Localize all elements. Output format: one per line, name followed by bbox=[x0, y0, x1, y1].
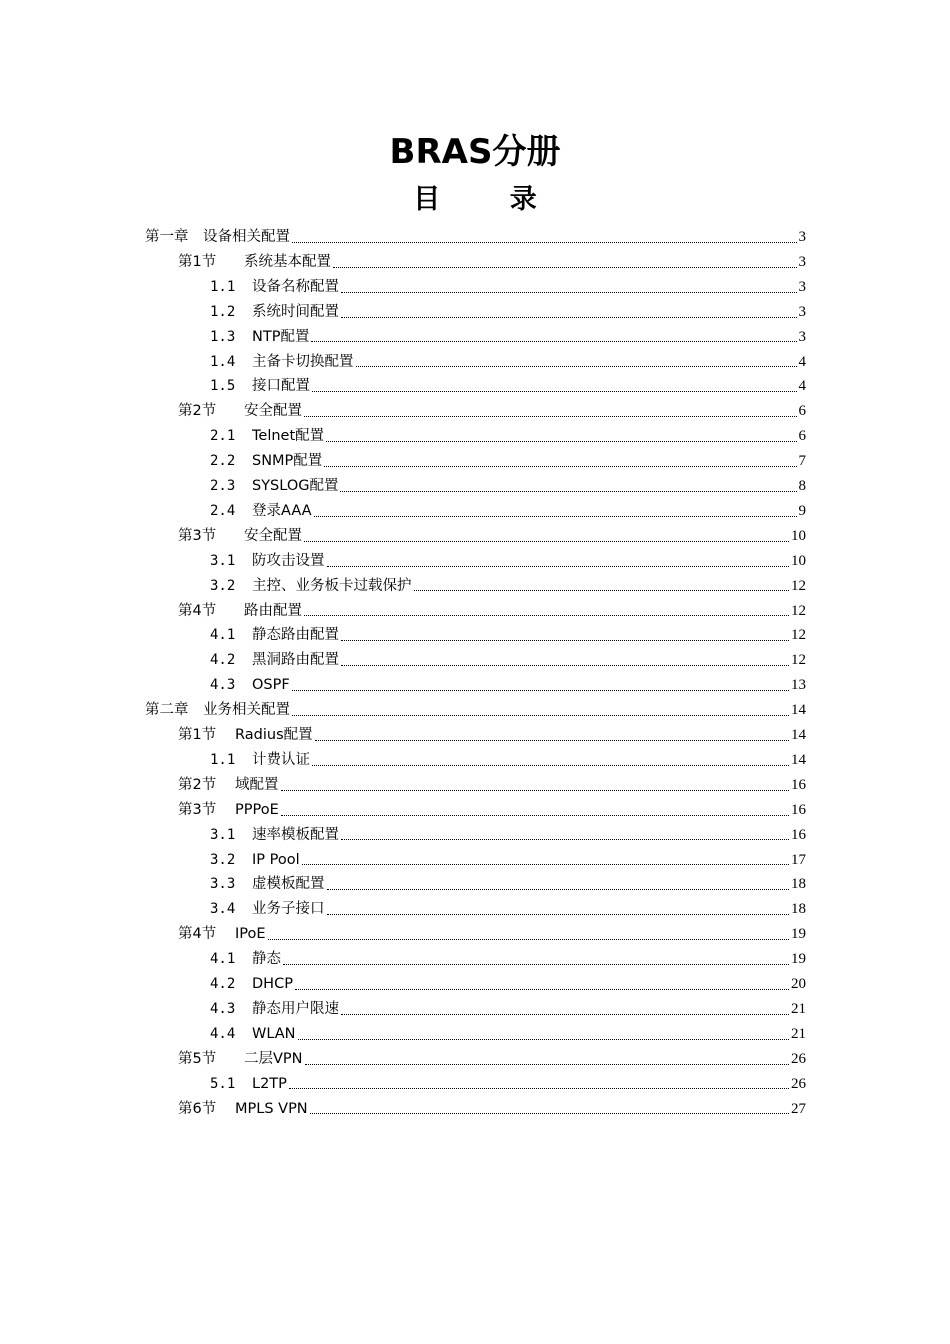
toc-entry-number: 1.4 bbox=[210, 353, 236, 370]
toc-entry-title: NTP配置 bbox=[252, 328, 310, 345]
toc-entry-page: 21 bbox=[791, 1025, 806, 1042]
toc-entry[interactable] bbox=[178, 1047, 806, 1072]
toc-entry[interactable] bbox=[178, 599, 806, 624]
toc-entry-number: 第1节 bbox=[178, 253, 217, 270]
toc-entry-page: 4 bbox=[798, 353, 806, 370]
toc-entry-number: 4.2 bbox=[210, 652, 236, 669]
toc-entry[interactable] bbox=[210, 848, 806, 873]
toc-entry-number: 2.4 bbox=[210, 502, 236, 519]
toc-entry-page: 19 bbox=[791, 926, 806, 943]
toc-entry-title: 计费认证 bbox=[252, 751, 310, 768]
toc-dot-leader bbox=[283, 947, 789, 972]
toc-entry[interactable] bbox=[210, 648, 806, 673]
toc-entry-page: 6 bbox=[798, 403, 806, 420]
toc-entry-number: 2.2 bbox=[210, 453, 236, 470]
toc-entry-title: 主控、业务板卡过载保护 bbox=[252, 577, 412, 594]
toc-entry[interactable] bbox=[178, 773, 806, 798]
toc-dot-leader bbox=[289, 1072, 789, 1097]
toc-dot-leader bbox=[281, 798, 789, 823]
toc-entry-number: 1.5 bbox=[210, 378, 236, 395]
toc-entry[interactable] bbox=[178, 399, 806, 424]
toc-entry-number: 4.3 bbox=[210, 677, 236, 694]
toc-entry-number: 第6节 bbox=[178, 1100, 217, 1117]
toc-entry-number: 3.2 bbox=[210, 577, 236, 594]
toc-dot-leader bbox=[304, 524, 789, 549]
toc-entry-title: 安全配置 bbox=[244, 527, 302, 544]
toc-entry-page: 4 bbox=[798, 378, 806, 395]
toc-entry-title: IP Pool bbox=[252, 851, 300, 868]
toc-dot-leader bbox=[304, 599, 789, 624]
toc-entry-number: 第5节 bbox=[178, 1050, 217, 1067]
toc-dot-leader bbox=[312, 374, 797, 399]
toc-dot-leader bbox=[304, 399, 797, 424]
toc-entry[interactable] bbox=[210, 823, 806, 848]
toc-entry[interactable] bbox=[210, 474, 806, 499]
toc-entry-number: 4.1 bbox=[210, 627, 236, 644]
toc-entry-title: 防攻击设置 bbox=[252, 552, 325, 569]
toc-entry-title: SNMP配置 bbox=[252, 453, 323, 470]
toc-entry-title: 安全配置 bbox=[244, 403, 302, 420]
toc-entry-number: 3.3 bbox=[210, 876, 236, 893]
toc-entry-page: 18 bbox=[791, 901, 806, 918]
toc-entry-page: 27 bbox=[791, 1100, 806, 1117]
toc-entry-title: 主备卡切换配置 bbox=[252, 353, 354, 370]
toc-entry-number: 1.1 bbox=[210, 278, 236, 295]
toc-entry-page: 3 bbox=[798, 303, 806, 320]
toc-entry-title: 虚模板配置 bbox=[252, 876, 325, 893]
toc-entry[interactable] bbox=[210, 997, 806, 1022]
toc-entry[interactable] bbox=[210, 350, 806, 375]
toc-entry-number: 2.1 bbox=[210, 428, 236, 445]
toc-entry-number: 第2节 bbox=[178, 776, 217, 793]
toc-entry[interactable] bbox=[210, 300, 806, 325]
toc-entry[interactable] bbox=[210, 1022, 806, 1047]
toc-entry-page: 12 bbox=[791, 577, 806, 594]
toc-entry[interactable] bbox=[145, 698, 806, 723]
toc-entry-page: 19 bbox=[791, 951, 806, 968]
toc-dot-leader bbox=[312, 748, 789, 773]
toc-entry-title: 系统基本配置 bbox=[244, 253, 331, 270]
toc-dot-leader bbox=[292, 225, 797, 250]
toc-entry-number: 第4节 bbox=[178, 602, 217, 619]
toc-entry-number: 2.3 bbox=[210, 478, 236, 494]
toc-entry[interactable] bbox=[210, 374, 806, 399]
toc-dot-leader bbox=[341, 300, 797, 325]
toc-dot-leader bbox=[314, 499, 797, 524]
toc-entry-page: 26 bbox=[791, 1050, 806, 1067]
toc-dot-leader bbox=[268, 922, 789, 947]
toc-entry[interactable] bbox=[145, 225, 806, 250]
toc-entry-number: 3.1 bbox=[210, 552, 236, 569]
toc-entry-title: 业务相关配置 bbox=[203, 702, 290, 719]
toc-entry-title: IPoE bbox=[235, 926, 266, 943]
toc-entry-title: SYSLOG配置 bbox=[252, 478, 339, 494]
toc-entry-number: 4.1 bbox=[210, 951, 236, 968]
toc-entry[interactable] bbox=[210, 574, 806, 599]
document-title: BRAS分册 bbox=[389, 132, 561, 172]
toc-entry-page: 9 bbox=[798, 502, 806, 519]
toc-dot-leader bbox=[414, 574, 790, 599]
toc-entry-page: 18 bbox=[791, 876, 806, 893]
toc-entry[interactable] bbox=[210, 424, 806, 449]
toc-entry-page: 12 bbox=[791, 602, 806, 619]
toc-entry-number: 4.2 bbox=[210, 976, 236, 992]
toc-entry-number: 1.3 bbox=[210, 328, 236, 345]
toc-entry[interactable] bbox=[210, 897, 806, 922]
toc-entry-title: 域配置 bbox=[235, 776, 279, 793]
toc-dot-leader bbox=[311, 325, 796, 350]
toc-entry[interactable] bbox=[210, 449, 806, 474]
toc-dot-leader bbox=[327, 549, 790, 574]
toc-entry-page: 7 bbox=[798, 453, 806, 470]
toc-entry-page: 14 bbox=[791, 751, 806, 768]
toc-dot-leader bbox=[327, 897, 790, 922]
toc-entry-number: 3.4 bbox=[210, 901, 236, 918]
toc-entry[interactable] bbox=[210, 549, 806, 574]
toc-dot-leader bbox=[324, 449, 796, 474]
toc-entry-title: 静态路由配置 bbox=[252, 627, 339, 644]
toc-dot-leader bbox=[341, 623, 789, 648]
toc-dot-leader bbox=[333, 250, 797, 275]
toc-entry[interactable] bbox=[210, 275, 806, 300]
toc-entry-page: 17 bbox=[791, 851, 806, 868]
toc-dot-leader bbox=[326, 424, 796, 449]
toc-entry-page: 16 bbox=[791, 776, 806, 793]
toc-entry[interactable] bbox=[210, 325, 806, 350]
toc-entry-page: 21 bbox=[791, 1000, 806, 1017]
toc-dot-leader bbox=[340, 474, 796, 499]
toc-entry[interactable] bbox=[210, 499, 806, 524]
toc-entry[interactable] bbox=[210, 972, 806, 997]
toc-entry-title: Radius配置 bbox=[235, 727, 313, 743]
toc-entry-title: MPLS VPN bbox=[235, 1100, 308, 1117]
toc-dot-leader bbox=[305, 1047, 789, 1072]
toc-dot-leader bbox=[341, 823, 789, 848]
toc-entry-page: 6 bbox=[798, 428, 806, 445]
toc-entry-page: 3 bbox=[798, 253, 806, 270]
toc-entry-title: 黑洞路由配置 bbox=[252, 652, 339, 669]
toc-entry-page: 16 bbox=[791, 826, 806, 843]
toc-dot-leader bbox=[295, 972, 789, 997]
toc-entry-title: 设备名称配置 bbox=[252, 278, 339, 295]
toc-entry-page: 14 bbox=[791, 727, 806, 743]
toc-dot-leader bbox=[327, 872, 790, 897]
toc-entry-page: 10 bbox=[791, 552, 806, 569]
toc-entry-title: Telnet配置 bbox=[252, 428, 325, 445]
toc-entry-page: 3 bbox=[798, 229, 806, 245]
toc-entry-page: 16 bbox=[791, 801, 806, 818]
toc-entry[interactable] bbox=[210, 623, 806, 648]
toc-dot-leader bbox=[341, 275, 797, 300]
toc-dot-leader bbox=[281, 773, 790, 798]
toc-entry-title: 登录AAA bbox=[252, 502, 312, 519]
toc-dot-leader bbox=[341, 997, 789, 1022]
toc-entry[interactable] bbox=[210, 872, 806, 897]
toc-entry[interactable] bbox=[178, 723, 806, 748]
toc-entry-title: 业务子接口 bbox=[252, 901, 325, 918]
toc-entry-title: 速率模板配置 bbox=[252, 826, 339, 843]
toc-entry-title: 接口配置 bbox=[252, 378, 310, 395]
toc-entry-title: 二层VPN bbox=[244, 1050, 303, 1067]
toc-entry-number: 第2节 bbox=[178, 403, 217, 420]
toc-entry-title: 设备相关配置 bbox=[203, 229, 290, 245]
toc-entry-title: 静态用户限速 bbox=[252, 1000, 339, 1017]
toc-entry-title: WLAN bbox=[252, 1025, 296, 1042]
toc-entry[interactable] bbox=[178, 1097, 806, 1122]
toc-entry-number: 5.1 bbox=[210, 1075, 236, 1092]
toc-dot-leader bbox=[302, 848, 789, 873]
toc-entry-title: OSPF bbox=[252, 677, 290, 694]
toc-entry-page: 8 bbox=[798, 478, 806, 494]
toc-dot-leader bbox=[315, 723, 789, 748]
toc-entry-number: 4.3 bbox=[210, 1000, 236, 1017]
toc-dot-leader bbox=[356, 350, 797, 375]
toc-entry-number: 第4节 bbox=[178, 926, 217, 943]
toc-entry-number: 第一章 bbox=[145, 229, 189, 245]
toc-entry-number: 1.1 bbox=[210, 751, 236, 768]
toc-entry-page: 20 bbox=[791, 976, 806, 992]
toc-entry-page: 14 bbox=[791, 702, 806, 719]
toc-entry-number: 4.4 bbox=[210, 1025, 236, 1042]
toc-dot-leader bbox=[310, 1097, 789, 1122]
toc-heading: 目 录 bbox=[413, 184, 567, 215]
toc-dot-leader bbox=[292, 673, 789, 698]
toc-entry-number: 第3节 bbox=[178, 801, 217, 818]
toc-dot-leader bbox=[292, 698, 789, 723]
toc-entry-page: 10 bbox=[791, 527, 806, 544]
toc-entry[interactable] bbox=[178, 524, 806, 549]
toc-entry[interactable] bbox=[210, 673, 806, 698]
toc-entry-title: 系统时间配置 bbox=[252, 303, 339, 320]
toc-entry-title: 路由配置 bbox=[244, 602, 302, 619]
toc-entry-title: 静态 bbox=[252, 951, 281, 968]
toc-entry-number: 3.1 bbox=[210, 826, 236, 843]
toc-dot-leader bbox=[298, 1022, 789, 1047]
toc-entry-page: 26 bbox=[791, 1075, 806, 1092]
toc-entry-page: 13 bbox=[791, 677, 806, 694]
toc-entry-page: 12 bbox=[791, 627, 806, 644]
toc-entry[interactable] bbox=[210, 748, 806, 773]
toc-entry-number: 1.2 bbox=[210, 303, 236, 320]
toc-entry-title: DHCP bbox=[252, 976, 293, 992]
toc-dot-leader bbox=[341, 648, 789, 673]
toc-entry[interactable] bbox=[178, 250, 806, 275]
toc-entry-number: 第1节 bbox=[178, 727, 217, 743]
toc-entry[interactable] bbox=[210, 947, 806, 972]
toc-entry[interactable] bbox=[210, 1072, 806, 1097]
toc-entry-number: 第二章 bbox=[145, 702, 189, 719]
toc-entry-title: L2TP bbox=[252, 1075, 287, 1092]
toc-entry-page: 3 bbox=[798, 278, 806, 295]
toc-entry[interactable] bbox=[178, 922, 806, 947]
toc-entry[interactable] bbox=[178, 798, 806, 823]
toc-entry-title: PPPoE bbox=[235, 801, 279, 818]
toc-entry-number: 第3节 bbox=[178, 527, 217, 544]
toc-entry-page: 3 bbox=[798, 328, 806, 345]
toc-entry-number: 3.2 bbox=[210, 851, 236, 868]
toc-entry-page: 12 bbox=[791, 652, 806, 669]
